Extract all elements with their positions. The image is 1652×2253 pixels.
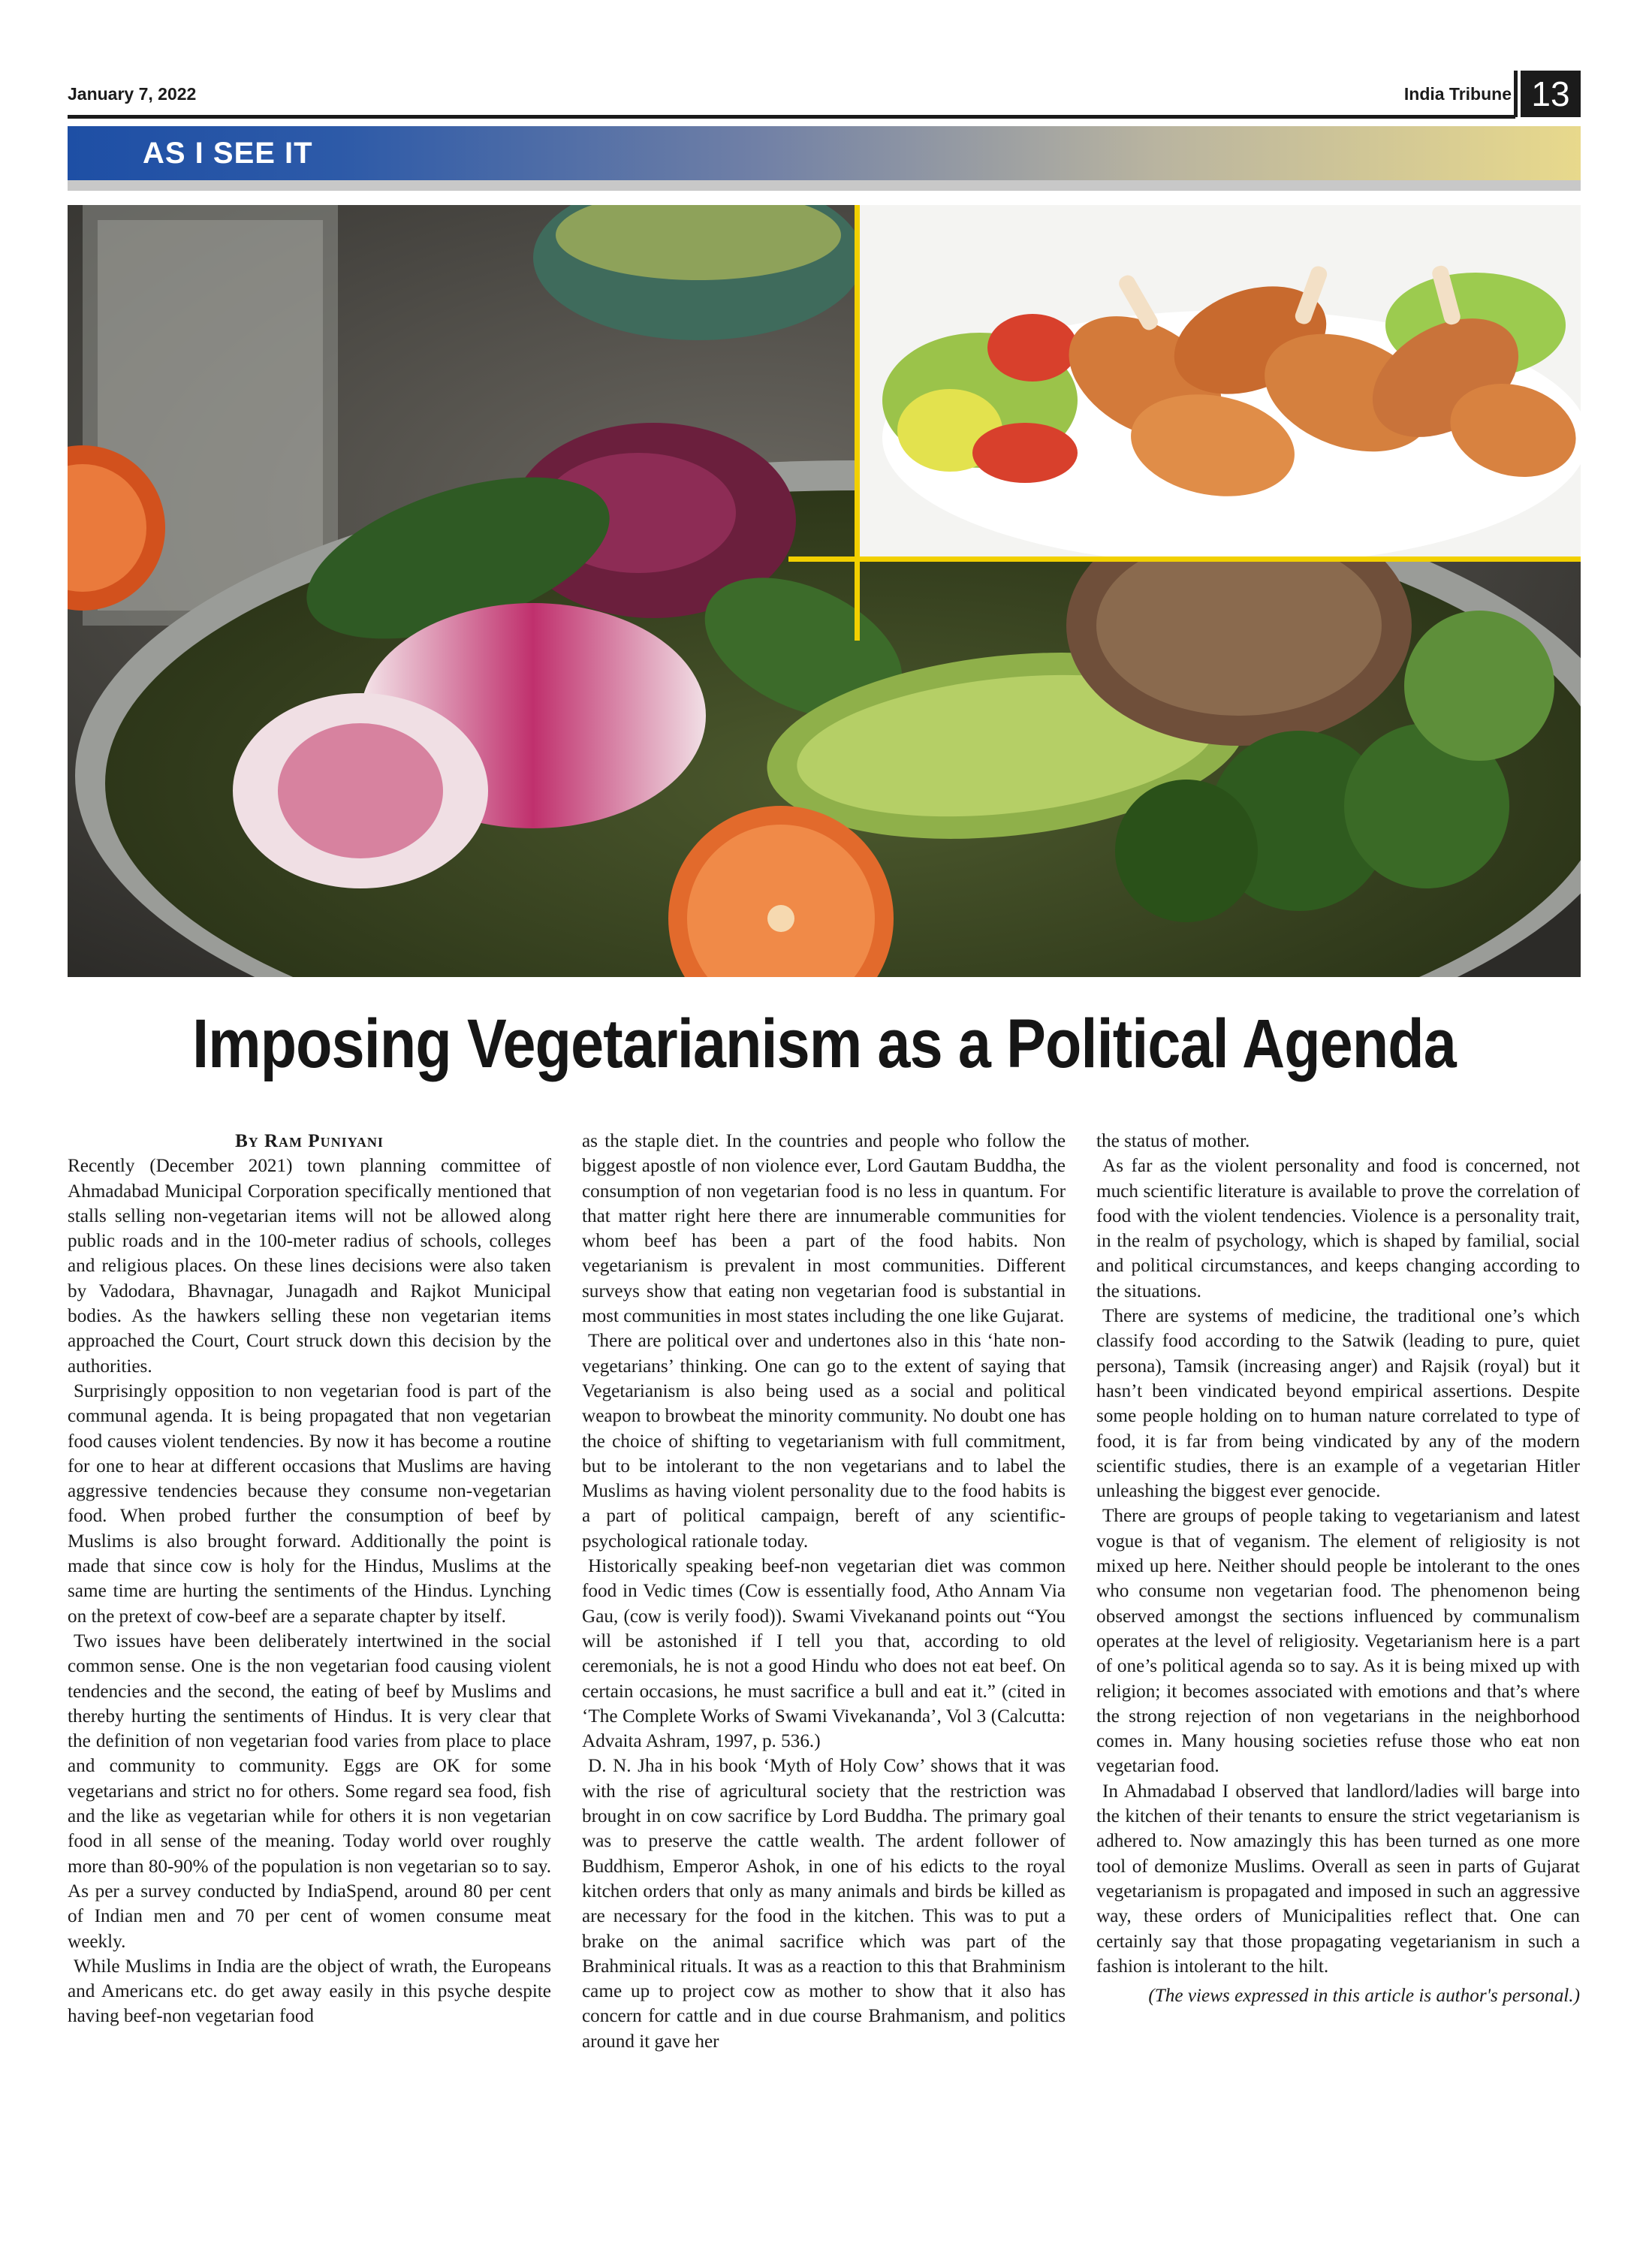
paragraph: As far as the violent personality and food is concerned, not much scientific literature is available to prove the correlation of food with the violent tendencies. Violence is a personality trait, in the realm of psychology, which is shaped by familial, social and political circumstances, and keeps changing according to the situations. [1096, 1156, 1580, 1301]
paragraph: Surprisingly opposition to non vegetarian food is part of the communal agenda. It is being propagated that non vegetarian food causes violent tendencies. By now it has become a routine for one to hear at different occasions that Muslims are having aggressive tendencies because they consume non-vegetarian food. When probed further the consumption of beef by Muslims is also brought forward. Additionally the point is made that since cow is holy for the Hindus, Muslims at the same time are hurting the sentiments of the Hindus. Lynching on the pretext of cow-beef are a separate chapter by itself. [68, 1380, 551, 1627]
paragraph: Historically speaking beef-non vegetarian diet was common food in Vedic times (Cow is essentially food, Atho Annam Via Gau, (cow is verily food)). Swami Vivekanand points out “You will be astonished if I tell you that, according to old ceremonials, he is not a good Hindu who does not eat beef. On certain occasions, he must sacrifice a bull and eat it.” (cited in ‘The Complete Works of Swami Vivekananda’, Vol 3 (Calcutta: Advaita Ashram, 1997, p. 536.) [582, 1556, 1066, 1752]
byline: By Ram Puniyani [235, 1131, 384, 1151]
section-banner [68, 126, 1581, 180]
paragraph: There are groups of people taking to vegetarianism and latest vogue is that of veganism. The element of religiosity is not mixed up here. Neither should people be intolerant to the ones who consume non vegetarian food. The phenomenon being observed amongst the sections influenced by communalism operates at the level of religiosity. Vegetarianism here is a part of one’s political agenda so to say. As it is being mixed up with religion; it becomes associated with emotions and that’s where the strong rejection of non vegetarians in the neighborhood comes in. Many housing societies refuse those who eat non vegetarian food. [1096, 1506, 1580, 1777]
tomato-slice [972, 423, 1078, 483]
paragraph: D. N. Jha in his book ‘Myth of Holy Cow’ shows that it was with the rise of agricultural society that the restriction was brought in on cow sacrifice by Lord Buddha. The primary goal was to preserve the cattle wealth. The ardent follower of Buddhism, Emperor Ashok, in one of his edicts to the royal kitchen orders that only as many animals and birds be killed as are necessary for the food in the kitchen. This was to put a brake on the animal sacrifice which was part of the Brahminical rituals. It was as a reaction to this that Brahminism came up to project cow as mother to show that it also has concern for cattle and in due course Brahmanism, and politics around it gave her [582, 1756, 1066, 2052]
section-banner-underbar [68, 180, 1581, 191]
article-column-1 [68, 1129, 551, 2029]
paragraph: In Ahmadabad I observed that landlord/ladies will barge into the kitchen of their tenants to ensure the strict vegetarianism is adhered to. Now amazingly this has been turned as one more tool of demonize Muslims. Overall as seen in parts of Gujarat vegetarianism is propagated and imposed in such an aggressive way, these orders of Municipalities reflect that. One can certainly say that those propagating vegetarianism in such a fashion is intolerant to the hilt. [1096, 1781, 1580, 1977]
feature-photo [68, 205, 1581, 977]
article-column-3 [1096, 1129, 1580, 2008]
paragraph: While Muslims in India are the object of wrath, the Europeans and Americans etc. do get away easily in this psyche despite having beef-non vegetarian food [68, 1956, 551, 2027]
page-number-divider [1514, 71, 1518, 117]
article-column-2 [582, 1129, 1066, 2054]
article-body [68, 1129, 1581, 2210]
page-number: 13 [1521, 71, 1581, 117]
paragraph: There are political over and undertones also in this ‘hate non-vegetarians’ thinking. One can go to the extent of saying that Vegetarianism is also being used as a social and political weapon to browbeat the minority community. No doubt one has the choice of shifting to vegetarianism with full commitment, but to be intolerant to the non vegetarians and to label the Muslims as having violent personality due to the food habits is a part of political campaign, bereft of any scientific-psychological rationale today. [582, 1331, 1066, 1552]
inset-frame-horizontal [788, 556, 1581, 562]
paragraph: Recently (December 2021) town planning committee of Ahmadabad Municipal Corporation specifically mentioned that stalls selling non-vegetarian items will not be allowed along public roads and in the 100-meter radius of schools, colleges and religious places. On these lines decisions were also taken by Vadodara, Bhavnagar, Junagadh and Rajkot Municipal bodies. As the hawkers selling these non vegetarian items approached the Court, Court struck down this decision by the authorities. [68, 1156, 551, 1377]
paragraph: as the staple diet. In the countries and people who follow the biggest apostle of non violence ever, Lord Gautam Buddha, the consumption of non vegetarian food is no less in quantum. For that matter right here there are innumerable communities for whom beef has been a part of the food habits. Non vegetarianism is prevalent in most communities. Different surveys show that eating non vegetarian food is substantial in most communities in most states including the one like Gujarat. [582, 1131, 1066, 1327]
paragraph: Two issues have been deliberately intertwined in the social common sense. One is the non vegetarian food causing violent tendencies and the second, the eating of beef by Muslims and thereby hurting the sentiments of Hindus. It is very clear that the definition of non vegetarian food varies from place to place and community to community. Eggs are OK for some vegetarians and strict no for others. Some regard sea food, fish and the like as vegetarian while for others it is non vegetarian food in all sense of the meaning. Today world over roughly more than 80-90% of the population is non vegetarian so to say. As per a survey conducted by IndiaSpend, around 80 per cent of Indian men and 70 per cent of women consume meat weekly. [68, 1630, 551, 1952]
publication-name: India Tribune [1403, 84, 1512, 104]
article-headline: Imposing Vegetarianism as a Political Agenda [192, 1006, 1456, 1082]
inset-frame-vertical [855, 205, 860, 641]
section-label: AS I SEE IT [143, 137, 313, 170]
paragraph: There are systems of medicine, the traditional one’s which classify food according to the Satwik (leading to pure, quiet persona), Tamsik (increasing anger) and Rajsik (royal) but it hasn’t been vindicated beyond empirical assertions. Despite some people holding on to human nature correlated to type of food, it is far from being vindicated by any of the modern scientific studies, there is an example of a vegetarian Hitler unleashing the biggest ever genocide. [1096, 1306, 1580, 1502]
header-rule [68, 115, 1515, 119]
author-disclaimer: (The views expressed in this article is author's personal.) [1148, 1986, 1580, 2007]
chicken-drumsticks-image [860, 205, 1581, 558]
issue-date: January 7, 2022 [68, 84, 197, 104]
paragraph: the status of mother. [1096, 1131, 1250, 1151]
